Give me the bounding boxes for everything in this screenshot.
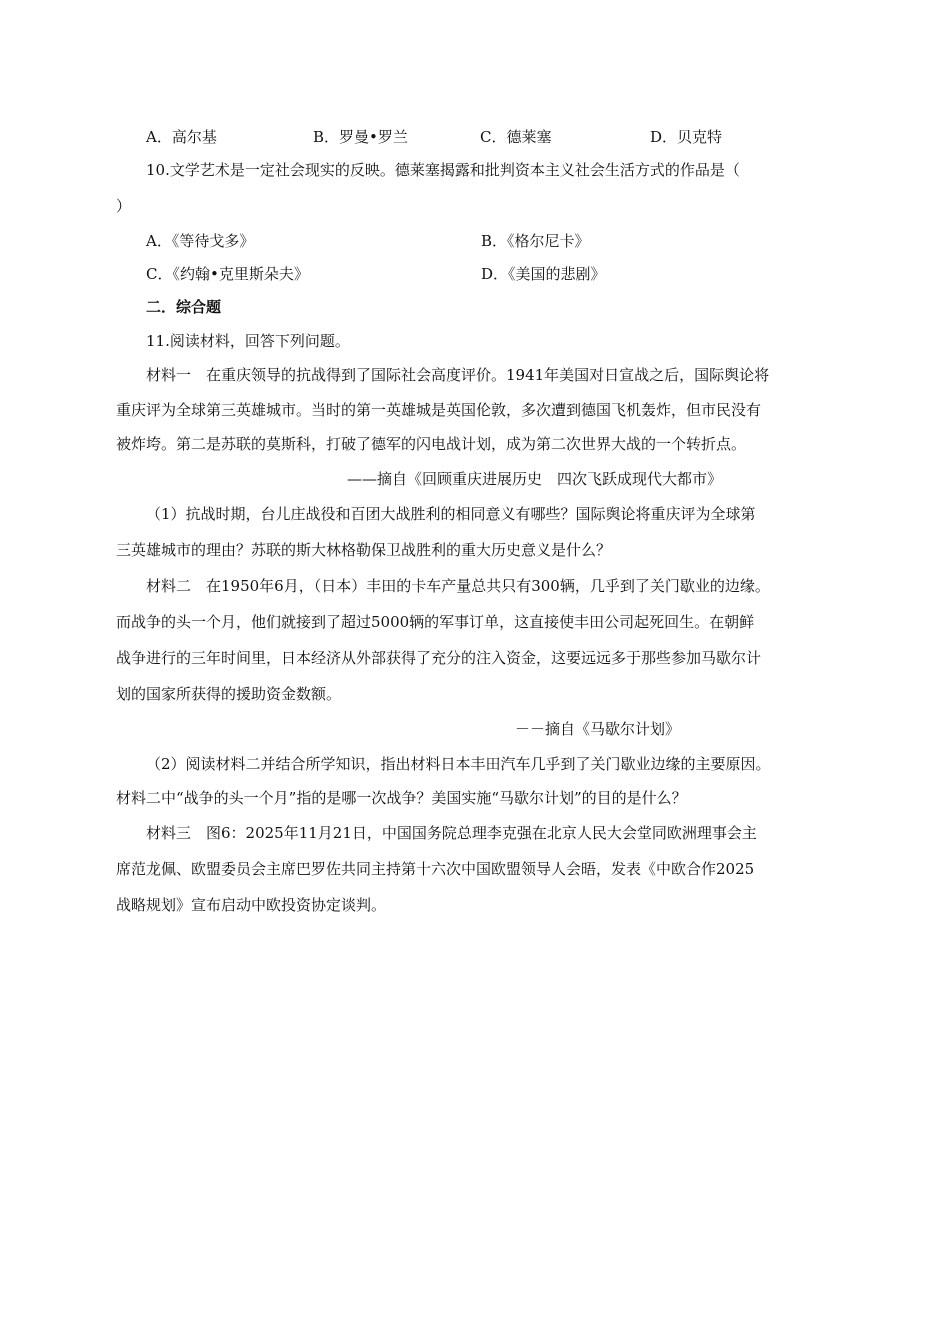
q9-options-row [146, 126, 826, 148]
material3-line-1: 材料三 图6：2025年11月21日，中国国务院总理李克强在北京人民大会堂同欧洲理事会主 [146, 824, 757, 842]
question1-line-2: 三英雄城市的理由？苏联的斯大林格勒保卫战胜利的重大历史意义是什么？ [116, 541, 612, 559]
q10-option-a: A．《等待戈多》 [146, 232, 255, 250]
q10-stem-end: ） [116, 197, 132, 215]
q10-options-row-1 [146, 230, 746, 252]
material1-line-1: 材料一 在重庆领导的抗战得到了国际社会高度评价。1941年美国对日宣战之后，国际舆论将 [146, 366, 770, 384]
q10-option-c: C．《约翰•克里斯朵夫》 [146, 265, 309, 283]
material1-source: ——摘自《回顾重庆进展历史 四次飞跃成现代大都市》 [347, 470, 723, 488]
material3-line-3: 战略规划》宣布启动中欧投资协定谈判。 [116, 896, 387, 914]
material2-line-4: 划的国家所获得的援助资金数额。 [116, 685, 342, 703]
q9-option-b: B．罗曼•罗兰 [313, 128, 408, 146]
q10-stem: 10.文学艺术是一定社会现实的反映。德莱塞揭露和批判资本主义社会生活方式的作品是（ [146, 161, 740, 179]
q10-option-b: B．《格尔尼卡》 [481, 232, 590, 250]
q10-options-row-2 [146, 263, 746, 285]
q9-option-c: C．德莱塞 [480, 128, 552, 146]
material2-line-1: 材料二 在1950年6月，（日本）丰田的卡车产量总共只有300辆，几乎到了关门歇业的边缘。 [146, 577, 770, 595]
material1-line-3: 被炸垮。第二是苏联的莫斯科，打破了德军的闪电战计划，成为第二次世界大战的一个转折点。 [116, 435, 747, 453]
q11-intro: 11.阅读材料，回答下列问题。 [146, 332, 350, 350]
question1-line-1: （1）抗战时期，台儿庄战役和百团大战胜利的相同意义有哪些？国际舆论将重庆评为全球第 [146, 505, 756, 523]
q9-option-a: A．高尔基 [146, 128, 217, 146]
material2-line-3: 战争进行的三年时间里，日本经济从外部获得了充分的注入资金，这要远远多于那些参加马歇尔计 [116, 649, 762, 667]
question2-line-1: （2）阅读材料二并结合所学知识，指出材料日本丰田汽车几乎到了关门歇业边缘的主要原因。 [146, 755, 771, 773]
q10-option-d: D．《美国的悲剧》 [481, 265, 606, 283]
material3-line-2: 席范龙佩、欧盟委员会主席巴罗佐共同主持第十六次中国欧盟领导人会晤，发表《中欧合作2025 [116, 860, 755, 878]
question2-line-2: 材料二中“战争的头一个月”指的是哪一次战争？美国实施“马歇尔计划”的目的是什么？ [116, 789, 687, 807]
material1-line-2: 重庆评为全球第三英雄城市。当时的第一英雄城是英国伦敦，多次遭到德国飞机轰炸，但市民没有 [116, 401, 762, 419]
material2-line-2: 而战争的头一个月，他们就接到了超过5000辆的军事订单，这直接使丰田公司起死回生。在朝鲜 [116, 613, 755, 631]
section-title: 二．综合题 [146, 298, 222, 316]
material2-source: －－摘自《马歇尔计划》 [515, 720, 681, 738]
q9-option-d: D．贝克特 [650, 128, 723, 146]
